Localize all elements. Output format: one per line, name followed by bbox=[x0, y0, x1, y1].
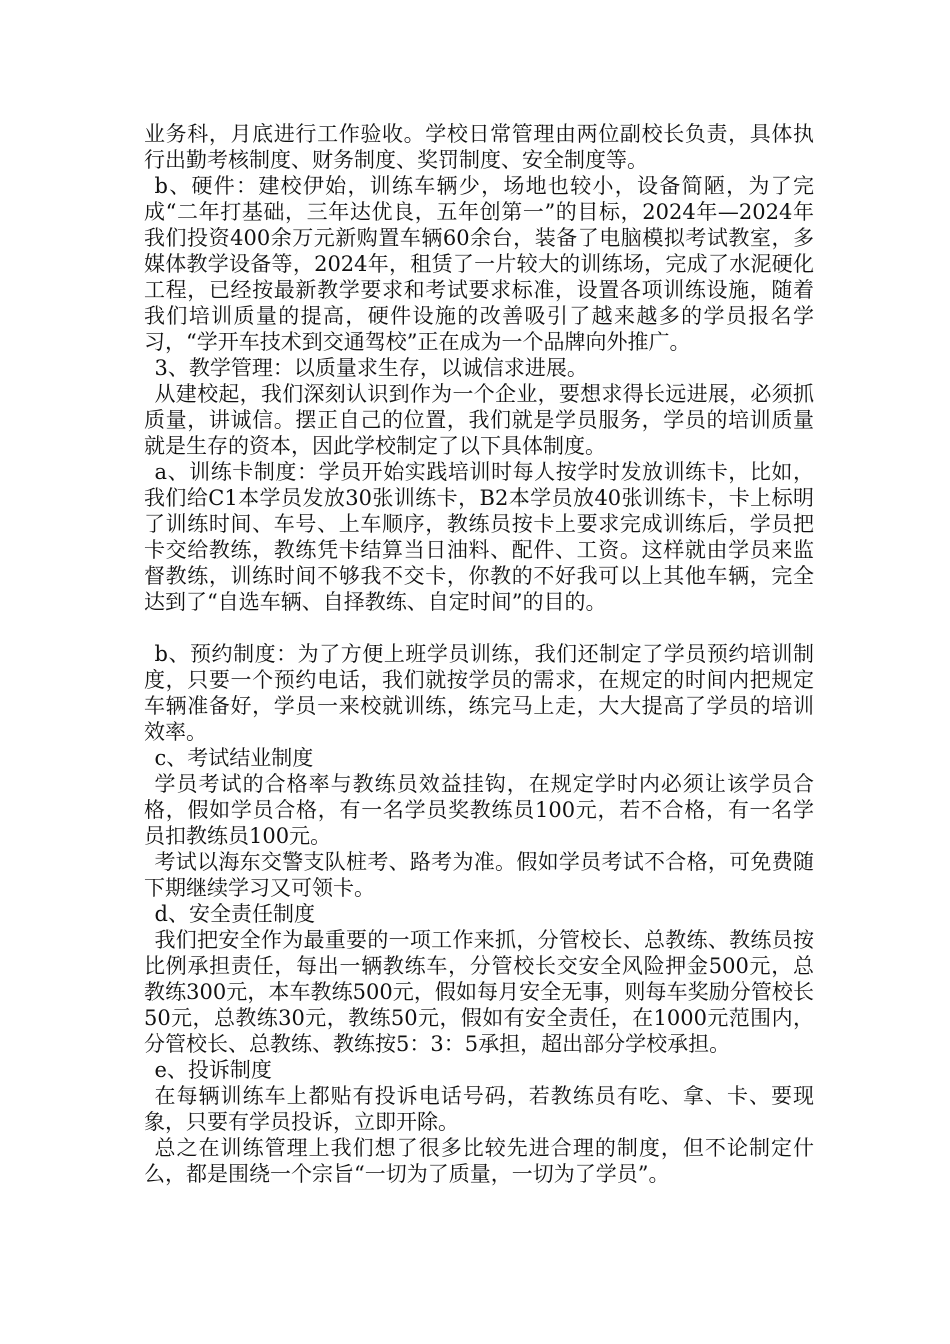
paragraph-safety-responsibility: 我们把安全作为最重要的一项工作来抓，分管校长、总教练、教练员按比例承担责任，每出一辆教练车，分管校长交安全风险押金500元，总教练300元，本车教练500元，假如每月安全无事，则每车奖励分管校长50元，总教练30元，教练50元，假如有安全责任，在1000元范围内，分管校长、总教练、教练按5：3：5承担，超出部分学校承担。 bbox=[144, 928, 814, 1056]
paragraph-training-card-system: a、训练卡制度：学员开始实践培训时每人按学时发放训练卡，比如，我们给C1本学员发放30张训练卡，B2本学员放40张训练卡，卡上标明了训练时间、车号、上车顺序，教练员按卡上要求完成训练后，学员把卡交给教练，教练凭卡结算当日油料、配件、工资。这样就由学员来监督教练，训练时间不够我不交卡，你教的不好我可以上其他车辆，完全达到了“自选车辆、自择教练、自定时间”的目的。 bbox=[144, 460, 814, 614]
paragraph-complaint: 在每辆训练车上都贴有投诉电话号码，若教练员有吃、拿、卡、要现象，只要有学员投诉，立即开除。 bbox=[144, 1084, 814, 1134]
paragraph-quality-integrity: 从建校起，我们深刻认识到作为一个企业，要想求得长远进展，必须抓质量，讲诚信。摆正自己的位置，我们就是学员服务，学员的培训质量就是生存的资本，因此学校制定了以下具体制度。 bbox=[144, 382, 814, 458]
paragraph-summary: 总之在训练管理上我们想了很多比较先进合理的制度，但不论制定什么，都是围绕一个宗旨“一切为了质量，一切为了学员”。 bbox=[144, 1136, 814, 1186]
paragraph-exam-standard: 考试以海东交警支队桩考、路考为准。假如学员考试不合格，可免费随下期继续学习又可领卡。 bbox=[144, 850, 814, 900]
paragraph-pass-rate-incentive: 学员考试的合格率与教练员效益挂钩，在规定学时内必须让该学员合格，假如学员合格，有一名学员奖教练员100元，若不合格，有一名学员扣教练员100元。 bbox=[144, 772, 814, 848]
paragraph-hardware: b、硬件：建校伊始，训练车辆少，场地也较小，设备简陋，为了完成“二年打基础，三年达优良，五年创第一”的目标，2024年—2024年我们投资400余万元新购置车辆60余台，装备了电脑模拟考试教室，多媒体教学设备等，2024年，租赁了一片较大的训练场，完成了水泥硬化工程，已经按最新教学要求和考试要求标准，设置各项训练设施，随着我们培训质量的提高，硬件设施的改善吸引了越来越多的学员报名学习，“学开车技术到交通驾校”正在成为一个品牌向外推广。 bbox=[144, 174, 814, 354]
paragraph-exam-completion-heading: c、考试结业制度 bbox=[154, 746, 314, 770]
blank-line bbox=[144, 615, 814, 641]
document-page bbox=[144, 121, 814, 1187]
paragraph-complaint-heading: e、投诉制度 bbox=[154, 1058, 272, 1082]
paragraph-continued-business-dept: 业务科，月底进行工作验收。学校日常管理由两位副校长负责，具体执行出勤考核制度、财务制度、奖罚制度、安全制度等。 bbox=[144, 122, 814, 172]
paragraph-appointment-system: b、预约制度：为了方便上班学员训练，我们还制定了学员预约培训制度，只要一个预约电话，我们就按学员的需求，在规定的时间内把规定车辆准备好，学员一来校就训练，练完马上走，大大提高了学员的培训效率。 bbox=[144, 642, 814, 744]
paragraph-teaching-management-heading: 3、教学管理：以质量求生存，以诚信求进展。 bbox=[154, 356, 588, 380]
paragraph-safety-responsibility-heading: d、安全责任制度 bbox=[154, 902, 315, 926]
